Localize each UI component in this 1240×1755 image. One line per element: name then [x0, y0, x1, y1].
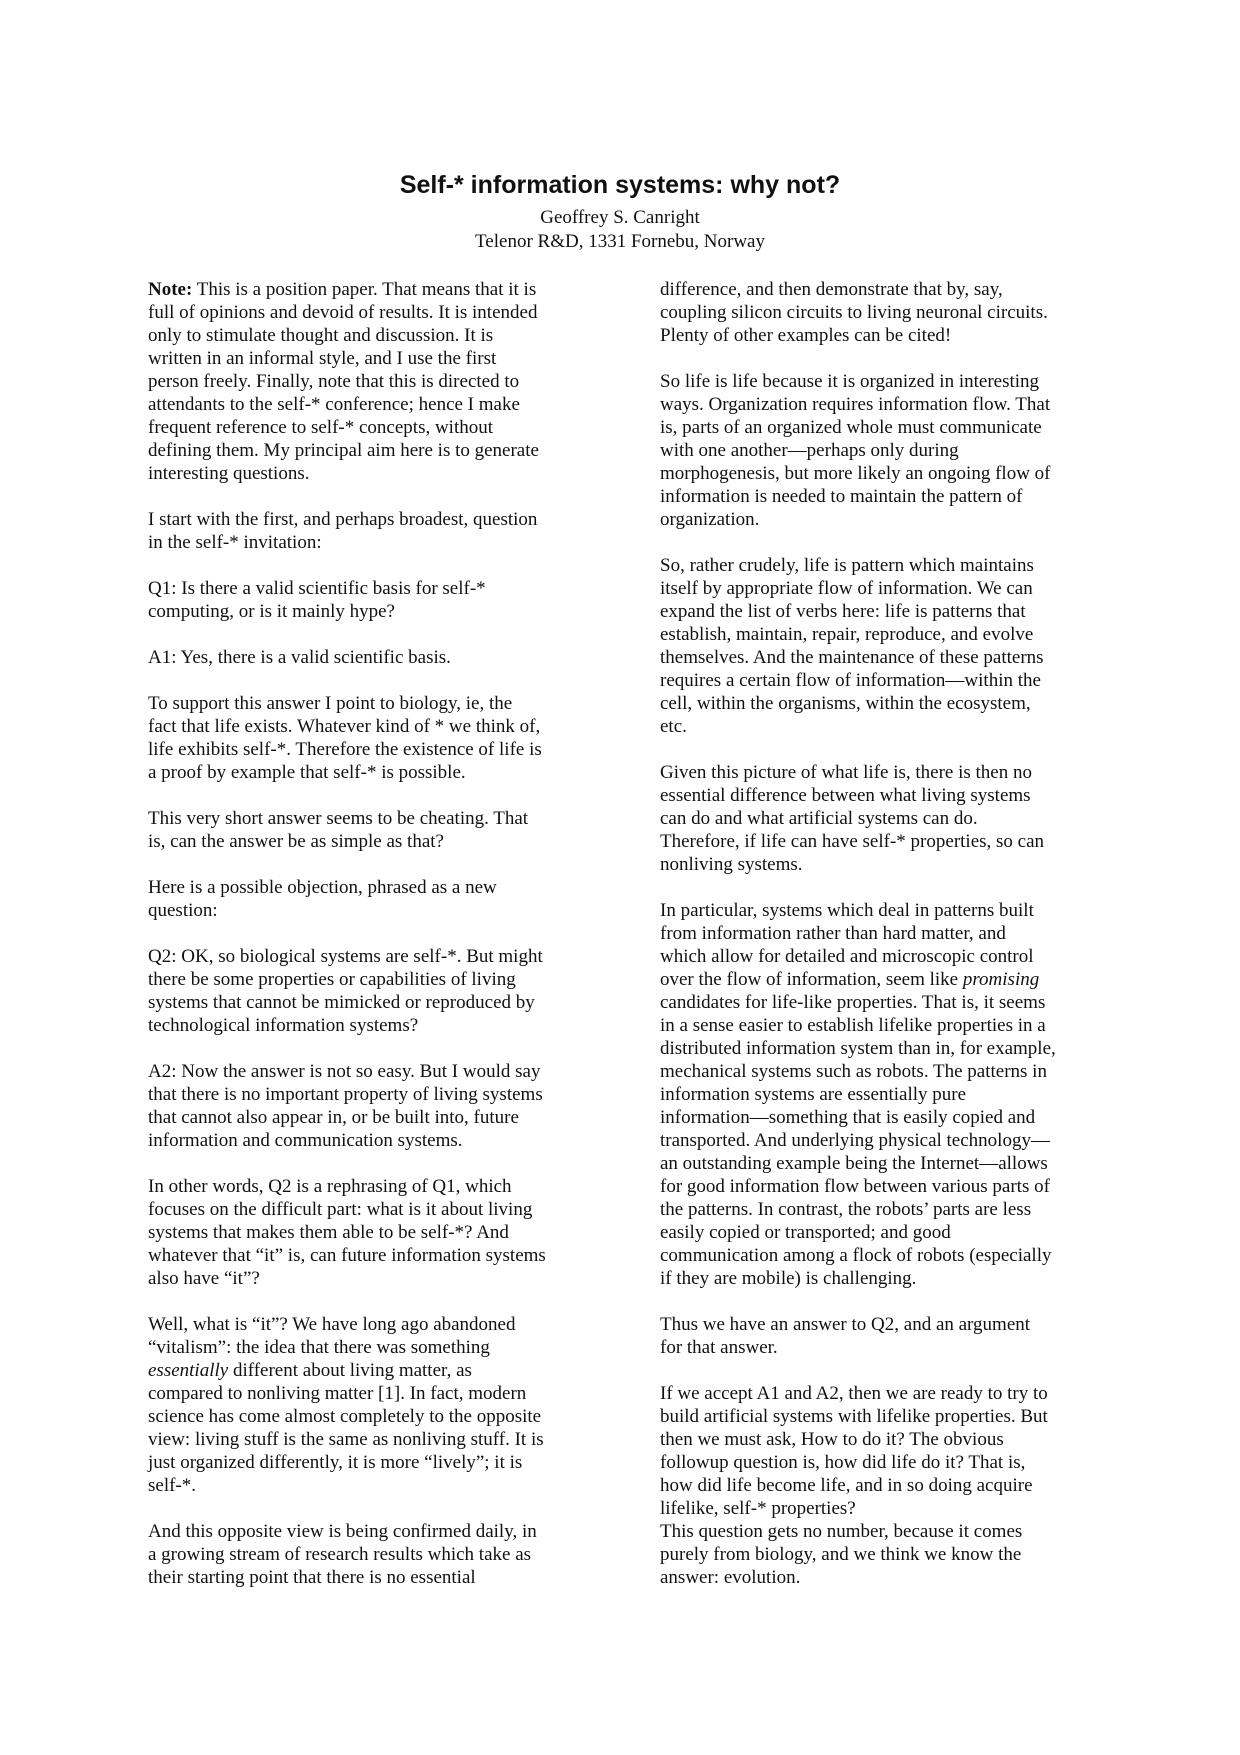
body-paragraph — [660, 761, 1102, 876]
text-line: their starting point that there is no essential — [148, 1567, 476, 1588]
text-line — [660, 968, 1102, 991]
text-line: essential difference between what living systems — [660, 785, 1031, 806]
text-line: how did life become life, and in so doing acquire — [660, 1475, 1033, 1496]
text-line — [148, 278, 590, 301]
text-line: purely from biology, and we think we know the — [660, 1544, 1022, 1565]
text-line: an outstanding example being the Internet—allows — [660, 1153, 1048, 1174]
text-line: build artificial systems with lifelike properties. But — [660, 1406, 1048, 1427]
author-affiliation: Telenor R&D, 1331 Fornebu, Norway — [475, 231, 765, 252]
text-line: if they are mobile) is challenging. — [660, 1268, 917, 1289]
text-line: self-*. — [148, 1475, 197, 1496]
text-line: just organized differently, it is more “lively”; it is — [148, 1452, 523, 1473]
text-line: that cannot also appear in, or be built into, future — [148, 1107, 519, 1128]
text-line: Plenty of other examples can be cited! — [660, 325, 952, 346]
text-run: over the flow of information, seem like — [660, 969, 963, 990]
answer-a2 — [148, 1060, 590, 1152]
body-paragraph — [660, 554, 1102, 738]
emphasis-text: promising — [962, 969, 1040, 990]
body-paragraph — [660, 899, 1102, 1290]
text-line: for good information flow between various parts of — [660, 1176, 1050, 1197]
text-line: etc. — [660, 716, 687, 737]
text-line: transported. And underlying physical technology— — [660, 1130, 1050, 1151]
text-line: with one another—perhaps only during — [660, 440, 959, 461]
text-line: I start with the first, and perhaps broadest, question — [148, 509, 538, 530]
body-paragraph — [660, 278, 1102, 347]
text-line: information is needed to maintain the pattern of — [660, 486, 1023, 507]
text-line: lifelike, self-* properties? — [660, 1498, 856, 1519]
text-line — [148, 1359, 590, 1382]
text-line: expand the list of verbs here: life is patterns that — [660, 601, 1026, 622]
body-paragraph — [148, 692, 590, 784]
text-line: Therefore, if life can have self-* properties, so can — [660, 831, 1045, 852]
text-line: for that answer. — [660, 1337, 778, 1358]
text-line: difference, and then demonstrate that by, say, — [660, 279, 1003, 300]
text-line: a growing stream of research results which take as — [148, 1544, 532, 1565]
text-line: which allow for detailed and microscopic control — [660, 946, 1034, 967]
text-line: computing, or is it mainly hype? — [148, 601, 395, 622]
body-paragraph — [148, 508, 590, 554]
text-line: technological information systems? — [148, 1015, 419, 1036]
text-line: frequent reference to self-* concepts, without — [148, 417, 494, 438]
body-paragraph — [660, 1382, 1102, 1589]
text-line: then we must ask, How to do it? The obvious — [660, 1429, 1004, 1450]
body-paragraph — [148, 1175, 590, 1290]
text-line: ways. Organization requires information flow. That — [660, 394, 1051, 415]
text-line: A2: Now the answer is not so easy. But I would say — [148, 1061, 541, 1082]
text-line: easily copied or transported; and good — [660, 1222, 951, 1243]
text-line: followup question is, how did life do it? That is, — [660, 1452, 1026, 1473]
note-label: Note: — [148, 279, 193, 300]
text-line: in the self-* invitation: — [148, 532, 322, 553]
text-line: life exhibits self-*. Therefore the existence of life is — [148, 739, 542, 760]
text-line: systems that makes them able to be self-*? And — [148, 1222, 509, 1243]
text-line: also have “it”? — [148, 1268, 260, 1289]
answer-a1 — [148, 646, 590, 669]
text-line: attendants to the self-* conference; hence I make — [148, 394, 520, 415]
text-line: If we accept A1 and A2, then we are ready to try to — [660, 1383, 1048, 1404]
text-line: In particular, systems which deal in patterns built — [660, 900, 1034, 921]
emphasis-text: essentially — [148, 1360, 229, 1381]
text-line: itself by appropriate flow of information. We can — [660, 578, 1033, 599]
text-run: This is a position paper. That means that it is — [192, 279, 537, 300]
text-line: view: living stuff is the same as nonliving stuff. It is — [148, 1429, 544, 1450]
text-line: Here is a possible objection, phrased as a new — [148, 877, 497, 898]
text-line: distributed information system than in, for example, — [660, 1038, 1056, 1059]
text-line: Well, what is “it”? We have long ago abandoned — [148, 1314, 516, 1335]
body-paragraph — [148, 1520, 590, 1589]
text-run: different about living matter, as — [228, 1360, 472, 1381]
text-line: information and communication systems. — [148, 1130, 463, 1151]
text-line: Given this picture of what life is, there is then no — [660, 762, 1032, 783]
text-line: there be some properties or capabilities of living — [148, 969, 516, 990]
text-line: whatever that “it” is, can future information systems — [148, 1245, 546, 1266]
text-line: is, parts of an organized whole must communicate — [660, 417, 1042, 438]
text-line: person freely. Finally, note that this is directed to — [148, 371, 520, 392]
text-line: the patterns. In contrast, the robots’ parts are less — [660, 1199, 1032, 1220]
paper-title: Self-* information systems: why not? — [399, 171, 841, 199]
text-line: requires a certain flow of information—within the — [660, 670, 1041, 691]
text-line: only to stimulate thought and discussion. It is — [148, 325, 494, 346]
left-column — [148, 278, 590, 1589]
text-line: So life is life because it is organized in interesting — [660, 371, 1040, 392]
text-line: nonliving systems. — [660, 854, 803, 875]
text-line: “vitalism”: the idea that there was something — [148, 1337, 490, 1358]
text-line: answer: evolution. — [660, 1567, 801, 1588]
text-line: organization. — [660, 509, 760, 530]
body-paragraph — [148, 876, 590, 922]
text-line: systems that cannot be mimicked or reproduced by — [148, 992, 535, 1013]
text-line: candidates for life-like properties. That is, it seems — [660, 992, 1046, 1013]
text-line: fact that life exists. Whatever kind of * we think of, — [148, 716, 541, 737]
text-line: And this opposite view is being confirmed daily, in — [148, 1521, 537, 1542]
author-name: Geoffrey S. Canright — [540, 207, 700, 228]
text-line: information—something that is easily copied and — [660, 1107, 1036, 1128]
text-line: a proof by example that self-* is possible. — [148, 762, 466, 783]
text-line: question: — [148, 900, 218, 921]
text-line: To support this answer I point to biology, ie, the — [148, 693, 513, 714]
text-line: that there is no important property of living systems — [148, 1084, 543, 1105]
text-line: interesting questions. — [148, 463, 310, 484]
text-line: coupling silicon circuits to living neuronal circuits. — [660, 302, 1048, 323]
body-paragraph — [660, 370, 1102, 531]
right-column — [660, 278, 1102, 1589]
text-line: written in an informal style, and I use the first — [148, 348, 497, 369]
question-q1 — [148, 577, 590, 623]
text-line: full of opinions and devoid of results. It is intended — [148, 302, 538, 323]
text-line: cell, within the organisms, within the ecosystem, — [660, 693, 1031, 714]
text-line: establish, maintain, repair, reproduce, and evolve — [660, 624, 1034, 645]
note-paragraph — [148, 278, 590, 485]
question-q2 — [148, 945, 590, 1037]
text-line: In other words, Q2 is a rephrasing of Q1, which — [148, 1176, 512, 1197]
text-line: morphogenesis, but more likely an ongoing flow of — [660, 463, 1051, 484]
text-line: in a sense easier to establish lifelike properties in a — [660, 1015, 1046, 1036]
body-paragraph — [660, 1313, 1102, 1359]
text-line: themselves. And the maintenance of these patterns — [660, 647, 1044, 668]
text-line: Thus we have an answer to Q2, and an argument — [660, 1314, 1031, 1335]
text-line: from information rather than hard matter, and — [660, 923, 1006, 944]
text-line: Q2: OK, so biological systems are self-*. But might — [148, 946, 543, 967]
body-paragraph — [148, 1313, 590, 1497]
text-line: compared to nonliving matter [1]. In fact, modern — [148, 1383, 527, 1404]
text-line: A1: Yes, there is a valid scientific basis. — [148, 647, 451, 668]
text-line: information systems are essentially pure — [660, 1084, 967, 1105]
text-line: This question gets no number, because it comes — [660, 1521, 1023, 1542]
text-line: This very short answer seems to be cheating. That — [148, 808, 529, 829]
text-line: So, rather crudely, life is pattern which maintains — [660, 555, 1034, 576]
text-line: focuses on the difficult part: what is it about living — [148, 1199, 533, 1220]
text-line: can do and what artificial systems can do. — [660, 808, 978, 829]
text-line: Q1: Is there a valid scientific basis for self-* — [148, 578, 486, 599]
text-line: defining them. My principal aim here is to generate — [148, 440, 539, 461]
text-line: communication among a flock of robots (especially — [660, 1245, 1052, 1266]
text-line: science has come almost completely to the opposite — [148, 1406, 542, 1427]
text-line: mechanical systems such as robots. The patterns in — [660, 1061, 1047, 1082]
body-paragraph — [148, 807, 590, 853]
text-line: is, can the answer be as simple as that? — [148, 831, 444, 852]
